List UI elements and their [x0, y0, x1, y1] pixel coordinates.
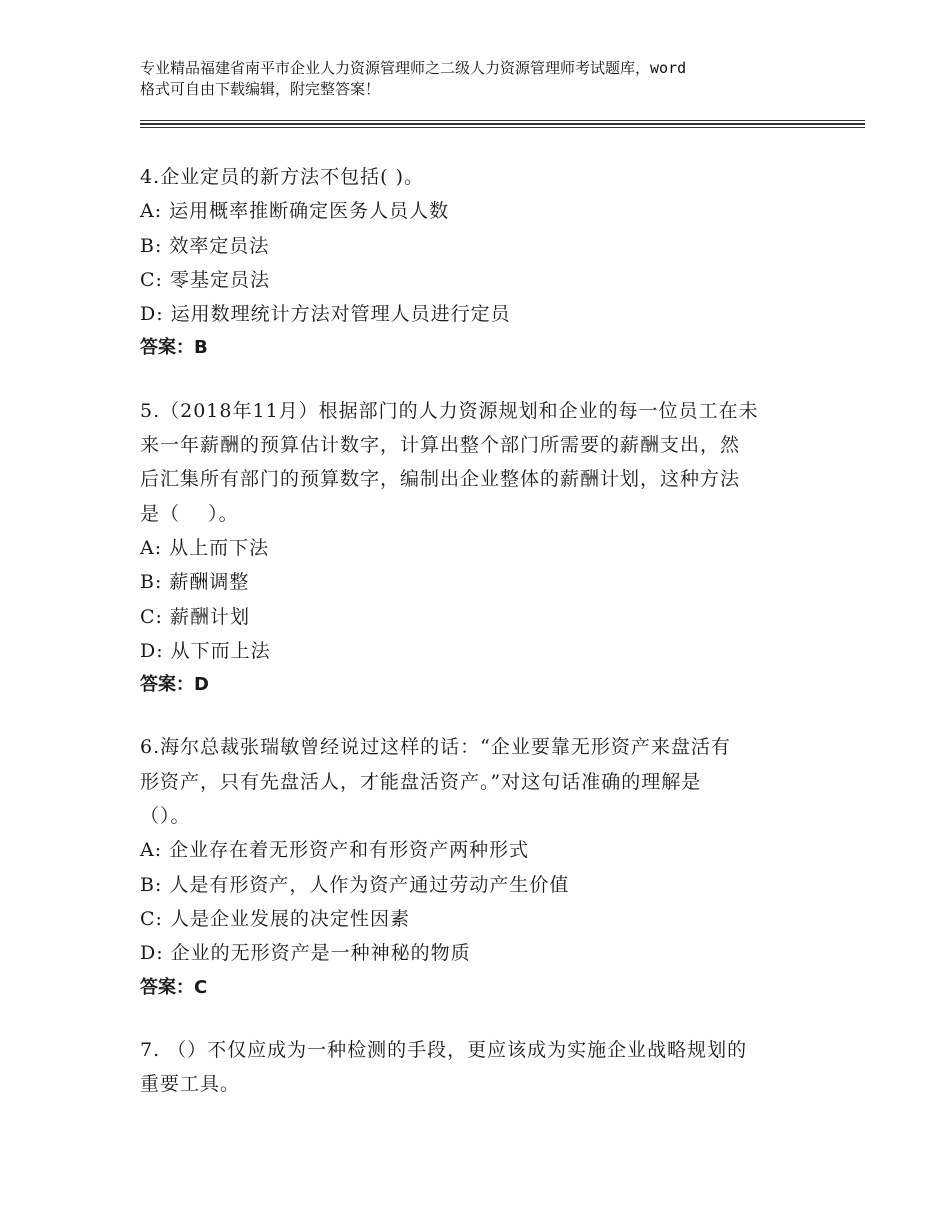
stem-line: 后汇集所有部门的预算数字，编制出企业整体的薪酬计划，这种方法: [140, 468, 741, 491]
question-stem: [140, 1033, 820, 1102]
question-6: [140, 730, 820, 1004]
header-divider-middle: [140, 123, 865, 125]
question-7: [140, 1033, 820, 1102]
document-header: [140, 58, 830, 100]
question-4: [140, 160, 820, 366]
header-line-1: 专业精品福建省南平市企业人力资源管理师之二级人力资源管理师考试题库，word: [140, 59, 687, 77]
stem-line: 是（ ）。: [140, 502, 239, 525]
option-d: D: 从下而上法: [140, 639, 271, 662]
question-5: [140, 394, 820, 703]
stem-line: 6.海尔总裁张瑞敏曾经说过这样的话：“企业要靠无形资产来盘活有: [140, 736, 731, 759]
option-d: D: 企业的无形资产是一种神秘的物质: [140, 942, 471, 965]
option-b: B: 薪酬调整: [140, 571, 250, 594]
stem-line: 4.企业定员的新方法不包括( )。: [140, 166, 424, 188]
header-divider-bottom: [140, 127, 865, 128]
option-c: C: 薪酬计划: [140, 605, 250, 628]
question-stem: [140, 160, 820, 194]
answer-label: 答案：D: [140, 674, 209, 696]
question-list: [140, 160, 820, 1129]
option-b: B: 效率定员法: [140, 234, 270, 257]
stem-line: 7. （）不仅应成为一种检测的手段，更应该成为实施企业战略规划的: [140, 1038, 748, 1061]
option-d: D: 运用数理统计方法对管理人员进行定员: [140, 303, 511, 326]
option-c: C: 人是企业发展的决定性因素: [140, 907, 410, 930]
question-stem: [140, 730, 820, 833]
stem-line: 重要工具。: [140, 1073, 241, 1096]
header-line-2: 格式可自由下载编辑，附完整答案！: [140, 80, 381, 98]
header-divider-top: [140, 120, 865, 121]
stem-line: （）。: [140, 805, 191, 828]
question-stem: [140, 394, 820, 531]
option-a: A: 从上而下法: [140, 536, 270, 559]
option-b: B: 人是有形资产，人作为资产通过劳动产生价值: [140, 873, 570, 896]
option-c: C: 零基定员法: [140, 268, 270, 291]
option-a: A: 运用概率推断确定医务人员人数: [140, 200, 450, 223]
option-a: A: 企业存在着无形资产和有形资产两种形式: [140, 839, 530, 862]
stem-line: 来一年薪酬的预算估计数字，计算出整个部门所需要的薪酬支出，然: [140, 434, 741, 457]
stem-line: 5.（2018年11月）根据部门的人力资源规划和企业的每一位员工在未: [140, 399, 759, 422]
answer-label: 答案：C: [140, 976, 208, 998]
stem-line: 形资产，只有先盘活人，才能盘活资产。”对这句话准确的理解是: [140, 770, 702, 793]
answer-label: 答案：B: [140, 337, 208, 359]
